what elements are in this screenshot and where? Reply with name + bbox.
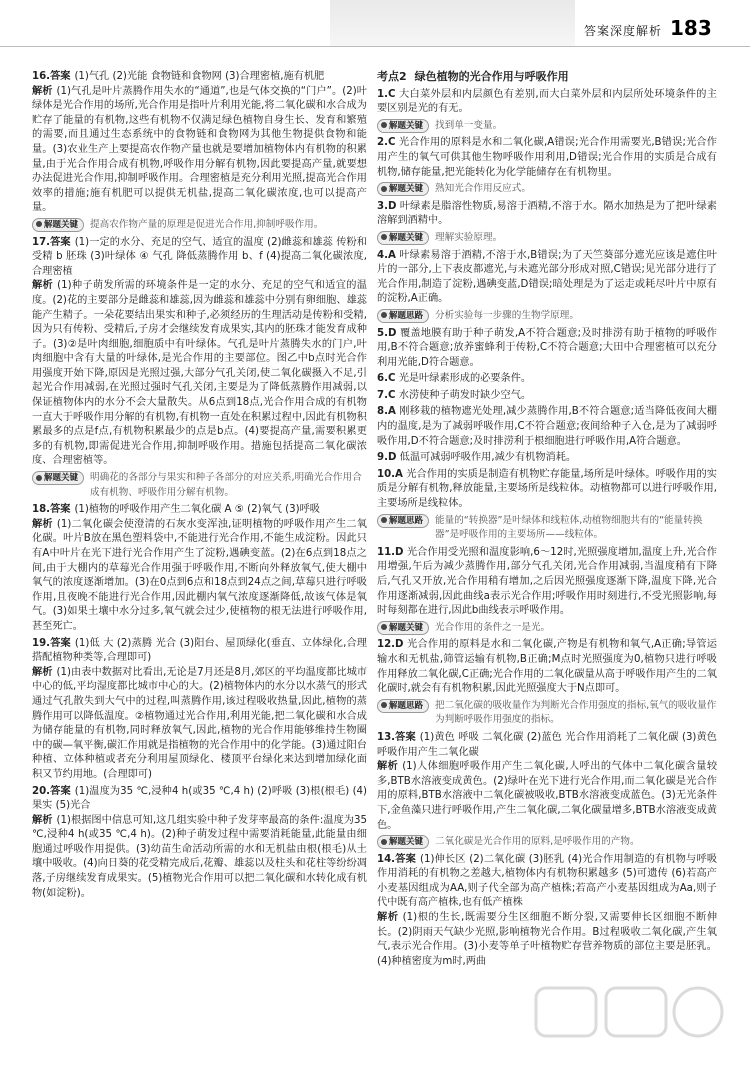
question-number: 18. bbox=[32, 504, 51, 516]
question-number: 19. bbox=[32, 637, 51, 649]
bulb-icon bbox=[381, 839, 387, 845]
question-number: 1.C bbox=[377, 88, 396, 100]
explanation-text: 低温可减弱呼吸作用,减少有机物消耗。 bbox=[399, 452, 577, 464]
answer-label: 答案 bbox=[50, 785, 71, 797]
bulb-icon bbox=[381, 234, 387, 240]
question-number: 5.D bbox=[377, 327, 397, 339]
explanation-text: 光合作用的原料是水和二氧化碳,A错误;光合作用需要光,B错误;光合作用产生的氧气可供其他生物呼吸作用利用,D错误;光合作用的实质是合成有机物,储存能量,把光能转化为化学能储存在有机物里。 bbox=[377, 137, 717, 178]
key-note bbox=[377, 835, 717, 850]
question-6 bbox=[377, 372, 717, 387]
question-3 bbox=[377, 200, 717, 246]
bulb-icon bbox=[381, 186, 387, 192]
key-text: 能量的“转换器”是叶绿体和线粒体,动植物细胞共有的“能量转换器”是呼吸作用的主要场所——线粒体。 bbox=[435, 514, 703, 541]
question-16 bbox=[32, 70, 367, 233]
section-heading bbox=[377, 70, 717, 85]
answer-label: 答案 bbox=[395, 853, 417, 865]
key-badge: 解题思路 bbox=[377, 514, 429, 528]
answer-label: 答案 bbox=[50, 637, 71, 649]
question-4 bbox=[377, 249, 717, 324]
page-number: 183 bbox=[670, 16, 712, 40]
analysis-text: (1)根的生长,既需要分生区细胞不断分裂,又需要伸长区细胞不断伸长。(2)阴雨天气缺少光照,影响植物光合作用。B过程吸收二氧化碳,产生氧气,表示光合作用。(3)小麦等单子叶植物贮存营养物质的部位主要是胚乳。(4)种植密度为m时,两曲 bbox=[377, 912, 718, 967]
answer-text: (1)气孔 (2)光能 食物链和食物网 (3)合理密植,施有机肥 bbox=[74, 71, 325, 82]
key-text: 光合作用的条件之一是光。 bbox=[435, 621, 551, 633]
question-number: 9.D bbox=[377, 452, 397, 464]
analysis-label: 解析 bbox=[377, 761, 399, 773]
answer-text: (1)黄色 呼吸 二氧化碳 (2)蓝色 光合作用消耗了二氧化碳 (3)黄色 呼吸作用产生二氧化碳 bbox=[377, 731, 717, 758]
question-19 bbox=[32, 637, 367, 783]
bulb-icon bbox=[381, 702, 387, 708]
key-text: 把二氧化碳的吸收量作为判断光合作用强度的指标,氧气的吸收量作为判断呼吸作用强度的指标。 bbox=[435, 699, 717, 726]
key-badge: 解题思路 bbox=[377, 309, 429, 323]
question-10 bbox=[377, 468, 717, 543]
key-badge: 解题关键 bbox=[377, 621, 429, 635]
left-column bbox=[32, 70, 367, 903]
explanation-text: 叶绿素易溶于酒精,不溶于水,B错误;为了天竺葵部分遮光应该是遮住叶片的一部分,上下表皮都遮光,与未遮光部分形成对照,C错误;见光部分进行了光合作用,制造了淀粉,遇碘变蓝,D错误;暗处理是为了运走或耗尽叶片中原有的淀粉,A正确。 bbox=[377, 249, 717, 305]
bulb-icon bbox=[36, 475, 42, 481]
analysis-label: 解析 bbox=[32, 85, 53, 97]
question-12 bbox=[377, 638, 717, 728]
explanation-text: 覆盖地膜有助于种子萌发,A不符合题意;及时排涝有助于植物的呼吸作用,B不符合题意;放养蜜蜂利于传粉,C不符合题意;大田中合理密植可以充分利用光能,D符合题意。 bbox=[377, 327, 717, 368]
bulb-icon bbox=[381, 517, 387, 523]
answer-text: (1)低 大 (2)蒸腾 光合 (3)阳台、屋顶绿化(垂直、立体绿化,合理搭配植物种类等,合理即可) bbox=[32, 637, 367, 664]
key-text: 提高农作物产量的原理是促进光合作用,抑制呼吸作用。 bbox=[90, 218, 324, 230]
key-badge: 解题关键 bbox=[377, 119, 429, 133]
key-note bbox=[377, 182, 717, 197]
analysis-text: (1)种子萌发所需的环境条件是一定的水分、充足的空气和适宜的温度。(2)花的主要部分是雌蕊和雄蕊,因为雌蕊和雄蕊中分别有卵细胞、雄蕊能产生精子。一朵花要结出果实和种子,必须经历的生理活动是传粉和受精,因为只有传粉、受精后,子房才会继续发育成果实,其内的胚珠才能发育成种子。(3)②是叶肉细胞,细胞质中有叶绿体。气孔是叶片蒸腾失水的门户,叶肉细胞中含有大量的叶绿体,是光合作用的主要部位。图乙中b点时光合作用强度开始下降,原因是光照过强,大部分气孔关闭,使二氧化碳摄入不足,引起光合作用减弱,在光照过强时气孔关闭,主要是为了降低蒸腾作用减弱,以保证植物体内的水分不会大量散失。从6点到18点,光合作用合成的有机物一直大于呼吸作用分解的有机物,有机物一直处在积累过程中,因此有机物积累最多的点是f点,有机物积累最少的点是b点。(4)要提高产量,需要积累更多的有机物,即需促进光合作用,抑制呼吸作用。措施包括提高二氧化碳浓度、合理密植等。 bbox=[32, 280, 367, 467]
key-note bbox=[377, 514, 717, 543]
bulb-icon bbox=[36, 221, 42, 227]
key-note bbox=[32, 218, 367, 233]
section-title: 绿色植物的光合作用与呼吸作用 bbox=[414, 70, 569, 83]
question-8 bbox=[377, 405, 717, 449]
question-number: 17. bbox=[32, 236, 51, 248]
answer-label: 答案 bbox=[50, 71, 71, 82]
key-text: 二氧化碳是光合作用的原料,是呼吸作用的产物。 bbox=[435, 836, 640, 848]
question-17 bbox=[32, 236, 367, 501]
explanation-text: 刚移栽的植物遮光处理,减少蒸腾作用,B不符合题意;适当降低夜间大棚内的温度,是为了减弱呼吸作用,C不符合题意;夜间给种子入仓,是为了减弱呼吸作用,D不符合题意;及时排涝利于根细胞进行呼吸作用,A符合题意。 bbox=[377, 406, 717, 447]
analysis-label: 解析 bbox=[32, 666, 53, 678]
analysis-label: 解析 bbox=[32, 518, 53, 530]
key-badge: 解题关键 bbox=[377, 231, 429, 245]
section-number: 考点2 bbox=[377, 70, 407, 83]
key-badge: 解题关键 bbox=[377, 835, 429, 849]
question-20 bbox=[32, 785, 367, 902]
key-text: 熟知光合作用反应式。 bbox=[435, 183, 531, 195]
question-18 bbox=[32, 503, 367, 634]
key-note bbox=[32, 471, 367, 500]
key-text: 分析实验每一步骤的生物学原理。 bbox=[435, 309, 579, 321]
question-number: 7.C bbox=[377, 389, 396, 401]
question-14 bbox=[377, 853, 717, 970]
explanation-text: 大白菜外层和内层颜色有差别,而大白菜外层和内层所处环境条件的主要区别是光的有无。 bbox=[377, 88, 717, 115]
answer-text: (1)一定的水分、充足的空气、适宜的温度 (2)雌蕊和雄蕊 传粉和受精 b 胚珠 (3)叶绿体 ④ 气孔 降低蒸腾作用 b、f (4)提高二氧化碳浓度,合理密植 bbox=[32, 236, 367, 277]
explanation-text: 光合作用受光照和温度影响,6～12时,光照强度增加,温度上升,光合作用增强,午后为减少蒸腾作用,部分气孔关闭,光合作用减弱,当温度稍有下降后,气孔又开放,光合作用稍有增加,之后因光照强度逐渐下降,温度下降,光合作用逐渐减弱,因此曲线a表示光合作用;呼吸作用时刻进行,不受光照影响,每时每刻都在进行,因此b曲线表示呼吸作用。 bbox=[377, 546, 717, 617]
bulb-icon bbox=[381, 312, 387, 318]
question-number: 20. bbox=[32, 785, 51, 797]
analysis-text: (1)二氧化碳会使澄清的石灰水变浑浊,证明植物的呼吸作用产生二氧化碳。叶片B放在黑色塑料袋中,不能进行光合作用,不能生成淀粉。因此只有A中叶片在光下进行光合作用产生了淀粉,遇碘变蓝。(2)在6点到18点之间,由于大棚内的草莓光合作用强于呼吸作用,不断向外释放氧气,使大棚中氧气的浓度逐渐增加。(3)在0点到6点和18点到24点之间,草莓只进行呼吸作用,且夜晚不能进行光合作用,因此棚内氧气浓度逐渐降低,故该气体是氧气。(3)如果土壤中水分过多,氧气就会过少,使植物的根无法进行呼吸作用,甚至死亡。 bbox=[32, 518, 367, 632]
right-column bbox=[377, 70, 717, 971]
key-badge: 解题关键 bbox=[377, 182, 429, 196]
key-text: 明确花的各部分与果实和种子各部分的对应关系,明确光合作用合成有机物、呼吸作用分解有机物。 bbox=[90, 472, 362, 498]
key-note bbox=[377, 621, 717, 636]
header-band bbox=[330, 0, 575, 46]
header-title: 答案深度解析 bbox=[584, 24, 663, 38]
question-number: 6.C bbox=[377, 373, 396, 385]
question-number: 8.A bbox=[377, 406, 396, 418]
key-note bbox=[377, 699, 717, 728]
key-note bbox=[377, 309, 717, 324]
key-text: 找到单一变量。 bbox=[435, 119, 503, 131]
question-number: 10.A bbox=[377, 468, 403, 480]
analysis-label: 解析 bbox=[32, 814, 53, 826]
question-number: 2.C bbox=[377, 137, 396, 149]
question-7 bbox=[377, 389, 717, 404]
explanation-text: 光合作用的原料是水和二氧化碳,产物是有机物和氧气,A正确;导管运输水和无机盐,筛管运输有机物,B正确;M点时光照强度为0,植物只进行呼吸作用释放二氧化碳,C正确;光合作用的二氧化碳量从高于呼吸作用产生的二氧化碳时,就会有有机物积累,因此光照强度大于N点即可。 bbox=[377, 639, 717, 695]
answer-text: (1)温度为35 ℃,浸种4 h(或35 ℃,4 h) (2)呼吸 (3)根(根毛) (4)果实 (5)光合 bbox=[32, 785, 368, 812]
key-badge: 解题思路 bbox=[377, 699, 429, 713]
question-5 bbox=[377, 327, 717, 371]
question-number: 14. bbox=[377, 853, 396, 865]
analysis-text: (1)气孔是叶片蒸腾作用失水的“通道”,也是气体交换的“门户”。(2)叶绿体是光合作用的场所,光合作用是指叶片利用光能,将二氧化碳和水合成为贮存了能量的有机物,这些有机物不仅满足绿色植物自身生长、发育和繁殖的需要,而且通过生态系统中的食物链和食物网为其他生物提供食物和能量。(3)农业生产上要提高农作物产量也就是要增加植物体内有机物的积累量,由于光合作用合成有机物,呼吸作用分解有机物,因此要提高产量,就要想办法促进光合作用,抑制呼吸作用。合理密植是充分利用光照,提高光合作用效率的措施;施有机肥可以提供无机盐,提高二氧化碳浓度,也可以提高产量。 bbox=[32, 85, 367, 214]
question-number: 13. bbox=[377, 731, 396, 743]
key-note bbox=[377, 119, 717, 134]
question-number: 4.A bbox=[377, 249, 396, 261]
key-text: 理解实验原理。 bbox=[435, 231, 503, 243]
explanation-text: 水涝使种子萌发时缺少空气。 bbox=[398, 389, 532, 401]
analysis-label: 解析 bbox=[377, 912, 399, 924]
question-number: 16. bbox=[32, 71, 51, 82]
question-11 bbox=[377, 546, 717, 636]
header-divider bbox=[0, 46, 750, 47]
key-badge: 解题关键 bbox=[32, 218, 84, 232]
question-1 bbox=[377, 88, 717, 134]
explanation-text: 叶绿素是脂溶性物质,易溶于酒精,不溶于水。隔水加热是为了把叶绿素溶解到酒精中。 bbox=[377, 200, 717, 227]
key-badge: 解题关键 bbox=[32, 471, 84, 485]
question-9 bbox=[377, 451, 717, 466]
bulb-icon bbox=[381, 122, 387, 128]
key-note bbox=[377, 231, 717, 246]
bulb-icon bbox=[381, 624, 387, 630]
analysis-text: (1)人体细胞呼吸作用产生二氧化碳,人呼出的气体中二氧化碳含量较多,BTB水溶液变成黄色。(2)绿叶在光下进行光合作用,而二氧化碳是光合作用的原料,BTB水溶液中二氧化碳被吸收,BTB水溶液变成蓝色。(3)无光条件下,金鱼藻只进行呼吸作用,产生二氧化碳,二氧化碳量增多,BTB水溶液变成黄色。 bbox=[377, 761, 718, 831]
analysis-text: (1)由表中数据对比看出,无论是7月还是8月,郊区的平均温度都比城市中心的低,平均湿度都比城市中心的大。(2)植物体内的水分以水蒸气的形式通过气孔散失到大气中的过程,叫蒸腾作用,该过程吸收热量,因此,植物的蒸腾作用可以降低温度。②植物通过光合作用,利用光能,把二氧化碳和水合成为储存能量的有机物,同时释放氧气,因此,植物的光合作用能够维持生物圈中的碳—氧平衡,碳汇作用就是指植物的光合作用中的化学能。(3)通过阳台种植、立体种植或者充分利用屋顶绿化、楼顶平台绿化来达到增加绿化面积又节约用地。(合理即可) bbox=[32, 666, 367, 780]
question-2 bbox=[377, 136, 717, 196]
answer-text: (1)植物的呼吸作用产生二氧化碳 A ⑤ (2)氧气 (3)呼吸 bbox=[74, 504, 320, 516]
analysis-label: 解析 bbox=[32, 280, 54, 292]
question-number: 11.D bbox=[377, 546, 404, 558]
answer-label: 答案 bbox=[50, 236, 71, 248]
analysis-text: (1)根据图中信息可知,这几组实验中种子发芽率最高的条件:温度为35 ℃,浸种4 h(或35 ℃,4 h)。(2)种子萌发过程中需要消耗能量,此能量由细胞通过呼吸作用提供。(3)幼苗生命活动所需的水和无机盐由根(根毛)从土壤中吸收。(4)向日葵的花受精完成后,花瓣、雄蕊以及柱头和花柱等纷纷凋落,子房继续发育成果实。(5)植物光合作用可以把二氧化碳和水转化成有机物(如淀粉)。 bbox=[32, 814, 367, 899]
question-number: 3.D bbox=[377, 200, 397, 212]
question-13 bbox=[377, 731, 717, 850]
watermark-logo bbox=[532, 982, 732, 1057]
page-header bbox=[0, 0, 750, 48]
answer-label: 答案 bbox=[50, 504, 71, 516]
explanation-text: 光合作用的实质是制造有机物贮存能量,场所是叶绿体。呼吸作用的实质是分解有机物,释放能量,主要场所是线粒体。动植物都可以进行呼吸作用,主要场所是线粒体。 bbox=[377, 468, 717, 510]
answer-text: (1)伸长区 (2)二氧化碳 (3)胚乳 (4)光合作用制造的有机物与呼吸作用消耗的有机物之差越大,植物体内有机物积累越多 (5)可遗传 (6)若高产小麦基因组成为AA,则子代全部为高产植株;若高产小麦基因组成为Aa,则子代中既有高产植株,也有低产植株 bbox=[377, 853, 718, 909]
explanation-text: 光是叶绿素形成的必要条件。 bbox=[398, 373, 532, 385]
answer-label: 答案 bbox=[395, 731, 416, 743]
question-number: 12.D bbox=[377, 639, 404, 651]
